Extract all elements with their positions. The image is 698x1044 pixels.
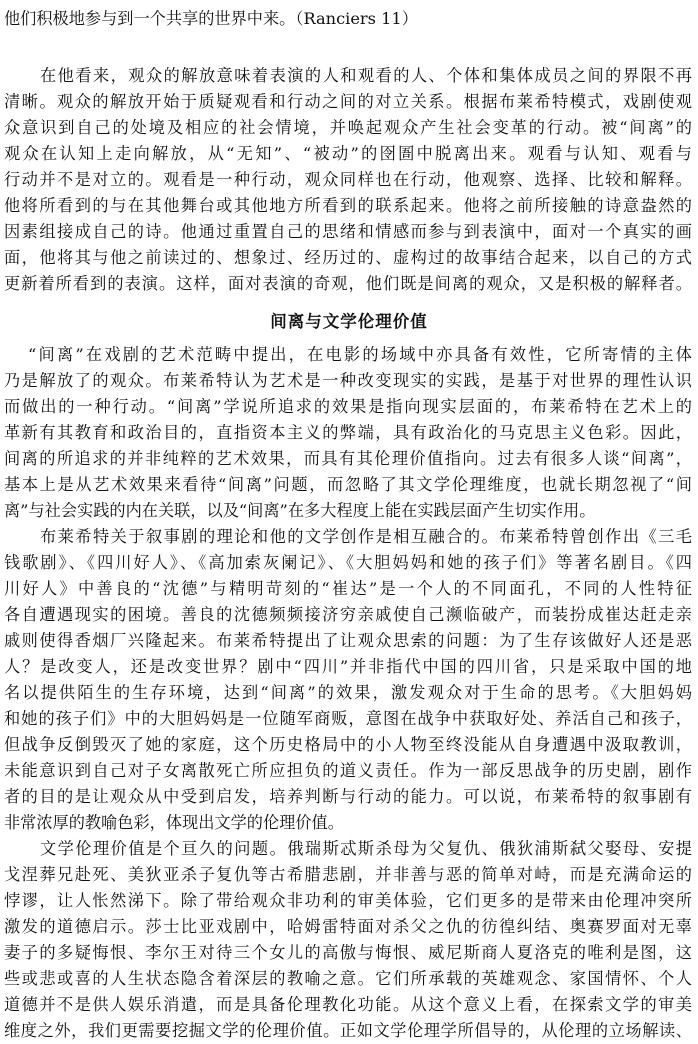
intro-line: 他们积极地参与到一个共享的世界中来。（Ranciers 11） [4, 9, 418, 28]
paragraph-line: 他将所看到的与在其他舞台或其他地方所看到的联系起来。他将之前所接触的诗意盎然的 [4, 196, 692, 215]
paragraph-line: 离”与社会实践的内在关联，以及“间离”在多大程度上能在实践层面产生切实作用。 [4, 501, 596, 520]
paragraph-line: 行动并不是对立的。观看是一种行动，观众同样也在行动，他观察、选择、比较和解释。 [4, 170, 692, 189]
paragraph-line: 悖谬，让人怅然涕下。除了带给观众非功利的审美体验，它们更多的是带来由伦理冲突所 [4, 891, 692, 910]
paragraph-line: 文学伦理价值是个亘久的问题。俄瑞斯忒斯杀母为父复仇、俄狄浦斯弑父娶母、安提 [40, 839, 692, 858]
paragraph-line: 戈涅葬兄赴死、美狄亚杀子复仇等古希腊悲剧，并非善与恶的简单对峙，而是充满命运的 [4, 865, 692, 884]
paragraph-line: 面，他将其与他之前读过的、想象过、经历过的、虚构过的故事结合起来，以自己的方式 [4, 248, 692, 267]
paragraph-line: 川好人》中善良的“沈德”与精明苛刻的“崔达”是一个人的不同面孔，不同的人性特征 [4, 579, 692, 598]
paragraph-line: 更新着所看到的表演。这样，面对表演的奇观，他们既是间离的观众，又是积极的解释者。 [4, 274, 692, 293]
paragraph-line: 基本上是从艺术效果来看待“间离”问题，而忽略了其文学伦理维度，也就长期忽视了“间 [4, 475, 692, 494]
paragraph-line: 观众在认知上走向解放，从“无知”、“被动”的囹圄中脱离出来。观看与认知、观看与 [4, 144, 692, 163]
paragraph-line: 乃是解放了的观众。布莱希特认为艺术是一种改变现实的实践，是基于对世界的理性认识 [4, 371, 692, 390]
paragraph-line: 和她的孩子们》中的大胆妈妈是一位随军商贩，意图在战争中获取好处、养活自己和孩子， [4, 709, 692, 728]
paragraph-line: 众意识到自己的处境及相应的社会情境，并唤起观众产生社会变革的行动。被“间离”的 [4, 118, 692, 137]
paragraph-line: 人？是改变人，还是改变世界？剧中“四川”并非指代中国的四川省，只是采取中国的地 [4, 657, 692, 676]
paragraph-line: 布莱希特关于叙事剧的理论和他的文学创作是相互融合的。布莱希特曾创作出《三毛 [40, 527, 692, 546]
paragraph-line: 激发的道德启示。莎士比亚戏剧中，哈姆雷特面对杀父之仇的彷徨纠结、奥赛罗面对无辜 [4, 917, 692, 936]
paragraph-line: 间离的所追求的并非纯粹的艺术效果，而具有其伦理价值指向。过去有很多人谈“间离”， [4, 449, 692, 468]
paragraph-line: 维度之外，我们更需要挖掘文学的伦理价值。正如文学伦理学所倡导的，从伦理的立场解读、 [4, 1021, 692, 1040]
paragraph-line: 非常浓厚的教喻色彩，体现出文学的伦理价值。 [4, 813, 344, 832]
paragraph-line: 各自遭遇现实的困境。善良的沈德频频接济穷亲戚使自己濒临破产，而装扮成崔达赶走亲 [4, 605, 692, 624]
paragraph-line: 名以提供陌生的生存环境，达到“间离”的效果，激发观众对于生命的思考。《大胆妈妈 [4, 683, 692, 702]
paragraph-line: 因素组接成自己的诗。他通过重置自己的思绪和情感而参与到表演中，面对一个真实的画 [4, 222, 692, 241]
paragraph-line: 道德并不是供人娱乐消遣，而是具备伦理教化功能。从这个意义上看，在探索文学的审美 [4, 995, 692, 1014]
paragraph-line: 未能意识到自己对子女离散死亡所应担负的道义责任。作为一部反思战争的历史剧，剧作 [4, 761, 692, 780]
paragraph-line: 清晰。观众的解放开始于质疑观看和行动之间的对立关系。根据布莱希特模式，戏剧使观 [4, 92, 692, 111]
paragraph-line: 革新有其教育和政治目的，直指资本主义的弊端，具有政治化的马克思主义色彩。因此， [4, 423, 692, 442]
paragraph-line: 妻子的多疑悔恨、李尔王对待三个女儿的高傲与悔恨、威尼斯商人夏洛克的唯利是图，这 [4, 943, 692, 962]
paragraph-line: 但战争反倒毁灭了她的家庭，这个历史格局中的小人物至终没能从自身遭遇中汲取教训， [4, 735, 692, 754]
section-heading: 间离与文学伦理价值 [270, 312, 428, 331]
paragraph-line: 戚则使得香烟厂兴隆起来。布莱希特提出了让观众思索的问题：为了生存该做好人还是恶 [4, 631, 692, 650]
paragraph-line: 而做出的一种行动。“间离”学说所追求的效果是指向现实层面的，布莱希特在艺术上的 [4, 397, 692, 416]
paragraph-line: 在他看来，观众的解放意味着表演的人和观看的人、个体和集体成员之间的界限不再 [40, 66, 692, 85]
paragraph-line: “间离”在戏剧的艺术范畴中提出，在电影的场域中亦具备有效性，它所寄情的主体 [28, 345, 692, 364]
paragraph-line: 些或悲或喜的人生状态隐含着深层的教喻之意。它们所承载的英雄观念、家国情怀、个人 [4, 969, 692, 988]
paragraph-line: 钱歌剧》、《四川好人》、《高加索灰阑记》、《大胆妈妈和她的孩子们》等著名剧目。《四 [4, 553, 692, 572]
paragraph-line: 者的目的是让观众从中受到启发，培养判断与行动的能力。可以说，布莱希特的叙事剧有 [4, 787, 692, 806]
